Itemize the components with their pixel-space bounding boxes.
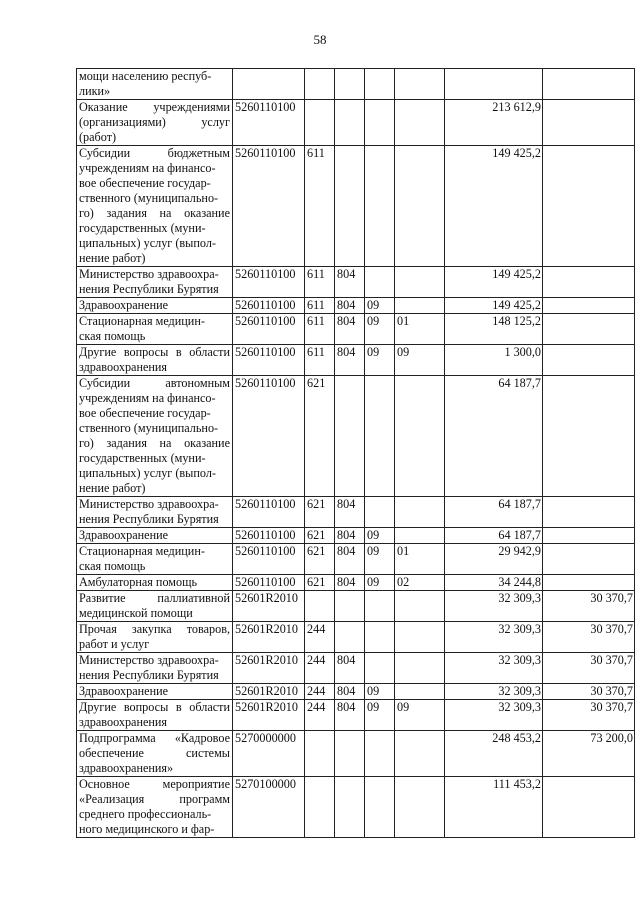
cell-expense-type: 244 (305, 622, 335, 653)
cell-amount-total: 148 125,2 (445, 314, 543, 345)
cell-expense-type: 244 (305, 653, 335, 684)
cell-amount-federal (543, 777, 635, 838)
table-row (77, 146, 635, 267)
cell-amount-federal (543, 100, 635, 146)
cell-expense-type (305, 69, 335, 100)
cell-ministry-code (335, 622, 365, 653)
cell-target-article: 5260110100 (233, 298, 305, 314)
cell-amount-total: 149 425,2 (445, 146, 543, 267)
cell-ministry-code (335, 731, 365, 777)
table-row (77, 314, 635, 345)
table-row (77, 700, 635, 731)
cell-ministry-code: 804 (335, 684, 365, 700)
cell-target-article: 5260110100 (233, 575, 305, 591)
table-row (77, 684, 635, 700)
cell-target-article: 5260110100 (233, 146, 305, 267)
cell-amount-total: 34 244,8 (445, 575, 543, 591)
cell-target-article: 5270100000 (233, 777, 305, 838)
cell-target-article: 5260110100 (233, 267, 305, 298)
cell-section: 09 (365, 684, 395, 700)
cell-section (365, 146, 395, 267)
cell-section (365, 622, 395, 653)
cell-amount-federal (543, 575, 635, 591)
table-row (77, 622, 635, 653)
cell-subsection (395, 591, 445, 622)
cell-expense-type: 621 (305, 575, 335, 591)
cell-name: Другие вопросы в области здравоохранения (77, 700, 233, 731)
cell-ministry-code: 804 (335, 298, 365, 314)
cell-amount-federal: 73 200,0 (543, 731, 635, 777)
cell-section (365, 731, 395, 777)
cell-amount-federal (543, 376, 635, 497)
cell-expense-type: 611 (305, 146, 335, 267)
cell-name: Здравоохранение (77, 528, 233, 544)
table-row (77, 298, 635, 314)
cell-section: 09 (365, 700, 395, 731)
table-row (77, 69, 635, 100)
cell-section (365, 777, 395, 838)
cell-subsection (395, 497, 445, 528)
table-row (77, 777, 635, 838)
cell-amount-total: 149 425,2 (445, 298, 543, 314)
cell-section: 09 (365, 345, 395, 376)
table-row (77, 376, 635, 497)
cell-amount-federal (543, 345, 635, 376)
cell-name: Основное мероприятие «Реализация программ среднего профессиональ- ного медицинского и фар- (77, 777, 233, 838)
cell-section (365, 376, 395, 497)
cell-target-article: 5260110100 (233, 345, 305, 376)
cell-amount-total: 1 300,0 (445, 345, 543, 376)
table-row (77, 345, 635, 376)
cell-name: мощи населению респуб- лики» (77, 69, 233, 100)
cell-ministry-code: 804 (335, 544, 365, 575)
cell-expense-type (305, 731, 335, 777)
cell-target-article: 5270000000 (233, 731, 305, 777)
cell-subsection (395, 267, 445, 298)
cell-name: Развитие паллиативной медицинской помощи (77, 591, 233, 622)
cell-subsection: 01 (395, 544, 445, 575)
cell-amount-federal: 30 370,7 (543, 684, 635, 700)
cell-amount-total: 64 187,7 (445, 376, 543, 497)
cell-target-article: 5260110100 (233, 497, 305, 528)
cell-amount-total: 149 425,2 (445, 267, 543, 298)
table-row (77, 267, 635, 298)
cell-expense-type (305, 777, 335, 838)
cell-subsection: 02 (395, 575, 445, 591)
cell-expense-type: 244 (305, 684, 335, 700)
cell-subsection: 09 (395, 700, 445, 731)
cell-amount-total: 111 453,2 (445, 777, 543, 838)
cell-amount-total: 64 187,7 (445, 528, 543, 544)
cell-ministry-code: 804 (335, 575, 365, 591)
cell-subsection (395, 777, 445, 838)
cell-ministry-code (335, 591, 365, 622)
cell-subsection (395, 684, 445, 700)
cell-ministry-code (335, 69, 365, 100)
cell-section: 09 (365, 314, 395, 345)
cell-name: Министерство здравоохра- нения Республики Бурятия (77, 653, 233, 684)
cell-target-article: 5260110100 (233, 100, 305, 146)
cell-amount-total: 32 309,3 (445, 653, 543, 684)
cell-name: Амбулаторная помощь (77, 575, 233, 591)
cell-subsection: 01 (395, 314, 445, 345)
cell-amount-federal (543, 69, 635, 100)
cell-ministry-code: 804 (335, 653, 365, 684)
cell-section: 09 (365, 298, 395, 314)
table-row (77, 544, 635, 575)
cell-name: Прочая закупка товаров, работ и услуг (77, 622, 233, 653)
page-number: 58 (313, 32, 327, 47)
cell-ministry-code (335, 376, 365, 497)
cell-ministry-code (335, 146, 365, 267)
cell-section: 09 (365, 544, 395, 575)
table-row (77, 100, 635, 146)
cell-section (365, 497, 395, 528)
cell-section (365, 591, 395, 622)
cell-expense-type: 611 (305, 314, 335, 345)
cell-subsection (395, 69, 445, 100)
cell-amount-total: 29 942,9 (445, 544, 543, 575)
cell-target-article: 5260110100 (233, 314, 305, 345)
cell-ministry-code: 804 (335, 528, 365, 544)
cell-target-article: 52601R2010 (233, 700, 305, 731)
cell-section (365, 69, 395, 100)
cell-expense-type: 621 (305, 497, 335, 528)
table-row (77, 575, 635, 591)
cell-ministry-code: 804 (335, 700, 365, 731)
cell-section: 09 (365, 575, 395, 591)
cell-expense-type: 244 (305, 700, 335, 731)
cell-name: Здравоохранение (77, 684, 233, 700)
cell-section: 09 (365, 528, 395, 544)
cell-target-article: 52601R2010 (233, 653, 305, 684)
cell-amount-federal: 30 370,7 (543, 591, 635, 622)
cell-amount-total: 32 309,3 (445, 591, 543, 622)
cell-expense-type (305, 591, 335, 622)
cell-name: Стационарная медицин- ская помощь (77, 544, 233, 575)
cell-amount-total: 32 309,3 (445, 684, 543, 700)
cell-section (365, 267, 395, 298)
cell-ministry-code: 804 (335, 267, 365, 298)
cell-expense-type: 611 (305, 267, 335, 298)
table-row (77, 497, 635, 528)
cell-target-article: 5260110100 (233, 544, 305, 575)
cell-amount-federal (543, 314, 635, 345)
cell-section (365, 653, 395, 684)
cell-target-article (233, 69, 305, 100)
cell-expense-type (305, 100, 335, 146)
cell-name: Субсидии бюджетным учреждениям на финансо- вое обеспечение государ- ственного (муниципально- го) задания на оказание государственных (муни- ципальных) услуг (выпол- нение работ) (77, 146, 233, 267)
cell-subsection: 09 (395, 345, 445, 376)
cell-name: Подпрограмма «Кадровое обеспечение системы здравоохранения» (77, 731, 233, 777)
cell-subsection (395, 731, 445, 777)
cell-section (365, 100, 395, 146)
table-row (77, 731, 635, 777)
cell-amount-federal (543, 298, 635, 314)
table-row (77, 528, 635, 544)
cell-amount-federal (543, 528, 635, 544)
cell-amount-total: 32 309,3 (445, 622, 543, 653)
cell-amount-federal (543, 544, 635, 575)
cell-subsection (395, 100, 445, 146)
cell-target-article: 52601R2010 (233, 591, 305, 622)
cell-amount-total: 64 187,7 (445, 497, 543, 528)
cell-target-article: 52601R2010 (233, 684, 305, 700)
cell-subsection (395, 376, 445, 497)
cell-name: Оказание учреждениями (организациями) услуг (работ) (77, 100, 233, 146)
cell-name: Стационарная медицин- ская помощь (77, 314, 233, 345)
cell-amount-total (445, 69, 543, 100)
cell-target-article: 5260110100 (233, 528, 305, 544)
cell-amount-total: 32 309,3 (445, 700, 543, 731)
cell-amount-total: 248 453,2 (445, 731, 543, 777)
cell-name: Здравоохранение (77, 298, 233, 314)
cell-subsection (395, 146, 445, 267)
cell-amount-total: 213 612,9 (445, 100, 543, 146)
budget-table (76, 68, 635, 838)
table-row (77, 653, 635, 684)
cell-expense-type: 611 (305, 298, 335, 314)
cell-expense-type: 621 (305, 544, 335, 575)
cell-name: Другие вопросы в области здравоохранения (77, 345, 233, 376)
cell-subsection (395, 653, 445, 684)
cell-subsection (395, 298, 445, 314)
cell-target-article: 52601R2010 (233, 622, 305, 653)
cell-amount-federal (543, 497, 635, 528)
cell-name: Субсидии автономным учреждениям на финансо- вое обеспечение государ- ственного (муниципально- го) задания на оказание государственных (муни- ципальных) услуг (выпол- нение работ) (77, 376, 233, 497)
cell-name: Министерство здравоохра- нения Республики Бурятия (77, 497, 233, 528)
cell-amount-federal: 30 370,7 (543, 653, 635, 684)
cell-ministry-code: 804 (335, 345, 365, 376)
table-row (77, 591, 635, 622)
cell-ministry-code: 804 (335, 314, 365, 345)
cell-amount-federal: 30 370,7 (543, 700, 635, 731)
cell-amount-federal (543, 146, 635, 267)
cell-expense-type: 621 (305, 376, 335, 497)
cell-ministry-code (335, 777, 365, 838)
cell-ministry-code (335, 100, 365, 146)
cell-subsection (395, 622, 445, 653)
cell-target-article: 5260110100 (233, 376, 305, 497)
cell-name: Министерство здравоохра- нения Республики Бурятия (77, 267, 233, 298)
cell-amount-federal: 30 370,7 (543, 622, 635, 653)
cell-subsection (395, 528, 445, 544)
cell-expense-type: 621 (305, 528, 335, 544)
cell-ministry-code: 804 (335, 497, 365, 528)
cell-expense-type: 611 (305, 345, 335, 376)
cell-amount-federal (543, 267, 635, 298)
